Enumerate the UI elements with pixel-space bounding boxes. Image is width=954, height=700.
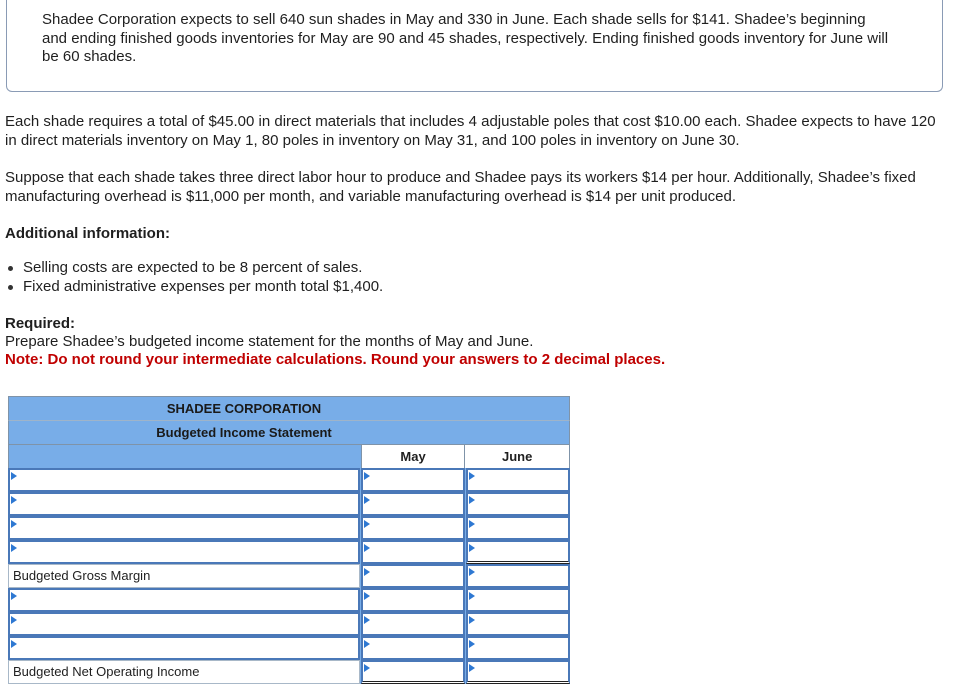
may-net-income-input[interactable] <box>361 660 465 684</box>
june-amount-input[interactable] <box>466 492 570 516</box>
rounding-note: Note: Do not round your intermediate calculations. Round your answers to 2 decimal places. <box>5 351 666 368</box>
label-column-header <box>9 445 362 468</box>
labor-paragraph: Suppose that each shade takes three direct labor hour to produce and Shadee pays its workers $14 per hour. Additionally, Shadee’s fixed manufacturing overhead is $11,000 per month, and variable manufacturing overhead is $14 per unit produced. <box>5 169 916 205</box>
june-column-header: June <box>465 445 569 468</box>
cell-marker-icon <box>364 544 370 552</box>
cell-marker-icon <box>469 640 475 648</box>
cell-marker-icon <box>364 496 370 504</box>
table-row <box>8 468 570 492</box>
may-amount-input[interactable] <box>361 540 465 564</box>
table-row <box>8 612 570 636</box>
column-header-row <box>8 444 570 468</box>
bullet-admin-expenses: Fixed administrative expenses per month total $1,400. <box>5 278 383 297</box>
cell-marker-icon <box>469 544 475 552</box>
cell-marker-icon <box>469 472 475 480</box>
cell-marker-icon <box>364 520 370 528</box>
cell-marker-icon <box>469 568 475 576</box>
dropdown-triangle-icon <box>11 520 17 528</box>
may-amount-input[interactable] <box>361 588 465 612</box>
may-amount-input[interactable] <box>361 636 465 660</box>
june-amount-input[interactable] <box>466 468 570 492</box>
cell-marker-icon <box>364 664 370 672</box>
materials-paragraph: Each shade requires a total of $45.00 in direct materials that includes 4 adjustable poles that cost $10.00 each. Shadee expects to have 120 in direct materials inventory on May 1, 80 poles in inventory on May 31, and 100 poles in inventory on June 30. <box>5 113 936 149</box>
cell-marker-icon <box>469 616 475 624</box>
may-amount-input[interactable] <box>361 492 465 516</box>
june-amount-input[interactable] <box>466 516 570 540</box>
gross-margin-label: Budgeted Gross Margin <box>8 564 360 588</box>
june-amount-input[interactable] <box>466 612 570 636</box>
income-statement-table <box>8 396 570 684</box>
cell-marker-icon <box>364 592 370 600</box>
dropdown-triangle-icon <box>11 592 17 600</box>
intro-text: Shadee Corporation expects to sell 640 sun shades in May and 330 in June. Each shade sells for $141. Shadee’s beginning and ending finished goods inventories for May are 90 and 45 shades, respectively. Ending finished goods inventory for June will be 60 shades. <box>42 11 889 65</box>
june-amount-input[interactable] <box>466 636 570 660</box>
additional-info-heading: Additional information: <box>5 225 170 242</box>
cell-marker-icon <box>364 472 370 480</box>
net-operating-income-label: Budgeted Net Operating Income <box>8 660 360 684</box>
line-item-select[interactable] <box>8 636 360 660</box>
june-net-income-input[interactable] <box>466 660 570 684</box>
may-amount-input[interactable] <box>361 516 465 540</box>
dropdown-triangle-icon <box>11 544 17 552</box>
june-amount-input[interactable] <box>466 540 570 564</box>
required-heading: Required: <box>5 315 76 332</box>
line-item-select[interactable] <box>8 468 360 492</box>
statement-title: Budgeted Income Statement <box>8 420 570 444</box>
table-row <box>8 516 570 540</box>
table-row <box>8 588 570 612</box>
dropdown-triangle-icon <box>11 640 17 648</box>
table-row <box>8 564 570 588</box>
cell-marker-icon <box>364 640 370 648</box>
line-item-select[interactable] <box>8 492 360 516</box>
bullet-selling-costs: Selling costs are expected to be 8 percent of sales. <box>5 259 383 278</box>
cell-marker-icon <box>364 568 370 576</box>
line-item-select[interactable] <box>8 516 360 540</box>
dropdown-triangle-icon <box>11 496 17 504</box>
additional-info-list <box>5 259 383 296</box>
line-item-select[interactable] <box>8 540 360 564</box>
table-row <box>8 540 570 564</box>
required-text: Prepare Shadee’s budgeted income statement for the months of May and June. <box>5 333 534 350</box>
cell-marker-icon <box>469 520 475 528</box>
cell-marker-icon <box>469 664 475 672</box>
cell-marker-icon <box>469 496 475 504</box>
may-amount-input[interactable] <box>361 468 465 492</box>
cell-marker-icon <box>364 616 370 624</box>
june-gross-margin-input[interactable] <box>466 564 570 588</box>
line-item-select[interactable] <box>8 612 360 636</box>
company-name: SHADEE CORPORATION <box>8 396 570 420</box>
cell-marker-icon <box>469 592 475 600</box>
table-row <box>8 492 570 516</box>
table-row <box>8 660 570 684</box>
dropdown-triangle-icon <box>11 616 17 624</box>
may-amount-input[interactable] <box>361 612 465 636</box>
dropdown-triangle-icon <box>11 472 17 480</box>
line-item-select[interactable] <box>8 588 360 612</box>
table-row <box>8 636 570 660</box>
may-gross-margin-input[interactable] <box>361 564 465 588</box>
june-amount-input[interactable] <box>466 588 570 612</box>
may-column-header: May <box>362 445 466 468</box>
